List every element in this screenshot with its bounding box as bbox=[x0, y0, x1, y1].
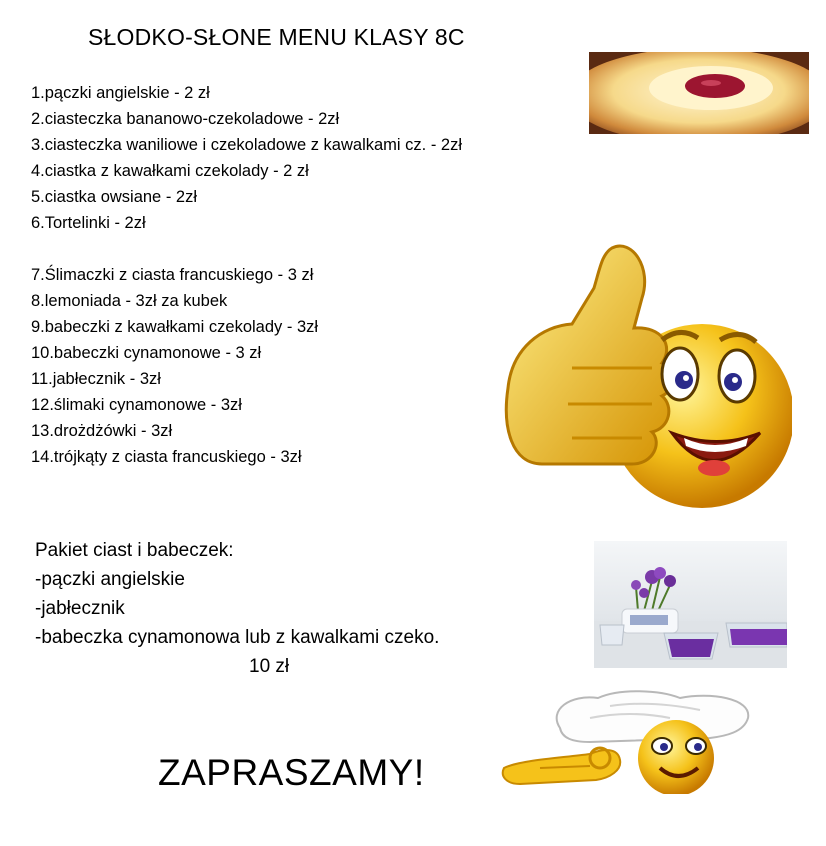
menu-list bbox=[31, 80, 462, 470]
package-offer bbox=[35, 536, 439, 681]
menu-item: 13.drożdżówki - 3zł bbox=[31, 422, 173, 440]
package-item: -babeczka cynamonowa lub z kawalkami czeko. bbox=[35, 627, 440, 648]
menu-item: 12.ślimaki cynamonowe - 3zł bbox=[31, 396, 242, 414]
package-item: -jabłecznik bbox=[35, 598, 125, 619]
thumbs-up-emoji-icon bbox=[502, 228, 792, 518]
menu-item: 14.trójkąty z ciasta francuskiego - 3zł bbox=[31, 448, 302, 466]
menu-item: 3.ciasteczka waniliowe i czekoladowe z kawalkami cz. - 2zł bbox=[31, 136, 462, 154]
menu-item: 2.ciasteczka bananowo-czekoladowe - 2zł bbox=[31, 110, 340, 128]
package-heading: Pakiet ciast i babeczek: bbox=[35, 540, 234, 561]
menu-item: 5.ciastka owsiane - 2zł bbox=[31, 188, 197, 206]
invite-text: ZAPRASZAMY! bbox=[158, 752, 425, 793]
menu-item: 10.babeczki cynamonowe - 3 zł bbox=[31, 344, 262, 362]
package-item: -pączki angielskie bbox=[35, 569, 185, 590]
page-title: SŁODKO-SŁONE MENU KLASY 8C bbox=[88, 24, 465, 50]
pastry-image bbox=[589, 52, 809, 134]
menu-item: 7.Ślimaczki z ciasta francuskiego - 3 zł bbox=[31, 266, 314, 284]
lemonade-image bbox=[594, 541, 787, 668]
menu-item: 9.babeczki z kawałkami czekolady - 3zł bbox=[31, 318, 319, 336]
menu-item: 1.pączki angielskie - 2 zł bbox=[31, 84, 210, 102]
menu-item: 8.lemoniada - 3zł za kubek bbox=[31, 292, 228, 310]
menu-item: 11.jabłecznik - 3zł bbox=[31, 370, 161, 388]
menu-item: 4.ciastka z kawałkami czekolady - 2 zł bbox=[31, 162, 309, 180]
menu-item: 6.Tortelinki - 2zł bbox=[31, 214, 146, 232]
package-price: 10 zł bbox=[249, 656, 290, 677]
chef-emoji-icon bbox=[500, 688, 758, 794]
